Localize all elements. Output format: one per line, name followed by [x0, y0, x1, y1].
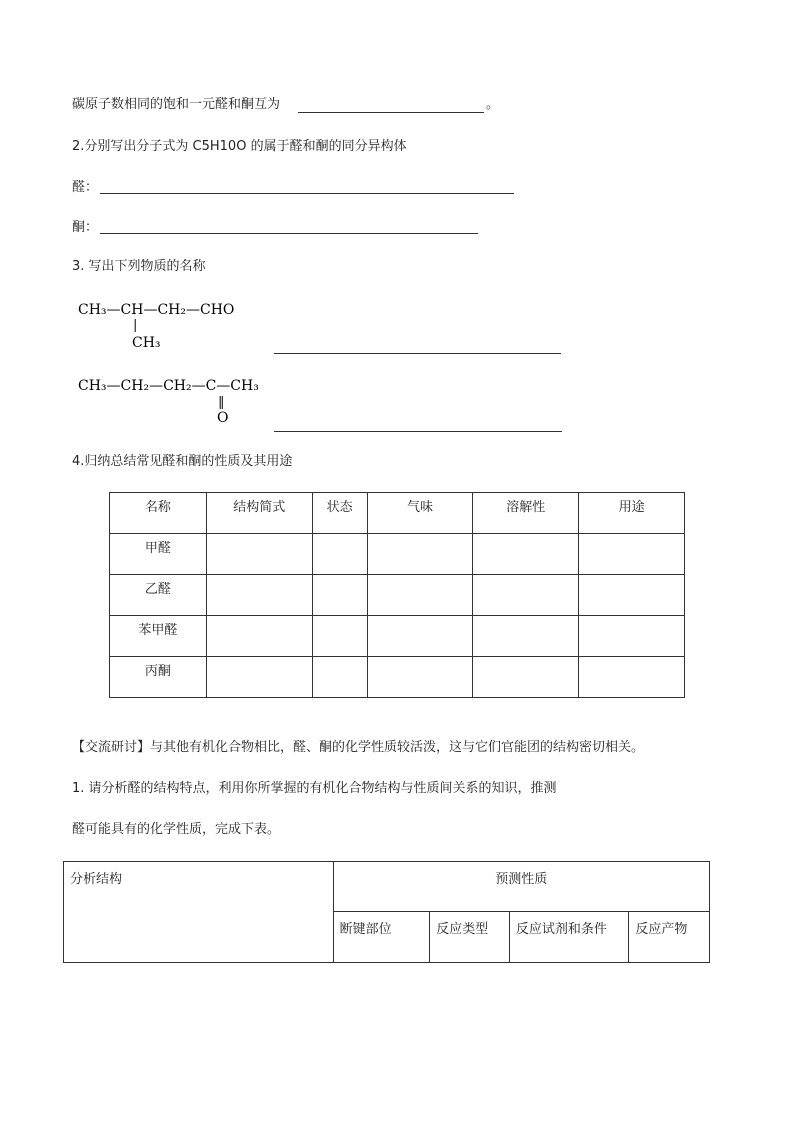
- answer-blank-isomer[interactable]: [298, 112, 484, 113]
- question-4: 4.归纳总结常见醛和酮的性质及其用途: [72, 454, 293, 469]
- row-label: 丙酮: [110, 657, 207, 698]
- question-3: 3. 写出下列物质的名称: [72, 259, 206, 274]
- row-label: 甲醛: [110, 534, 207, 575]
- table-row: [110, 657, 685, 698]
- header-solubility: 溶解性: [473, 493, 579, 534]
- structural-formula-2: [78, 374, 278, 426]
- aldehyde-label: 醛：: [72, 180, 99, 195]
- properties-table: [109, 492, 685, 698]
- header-name: 名称: [110, 493, 207, 534]
- answer-blank-name-2[interactable]: [274, 431, 562, 432]
- table-header-row: [110, 493, 685, 534]
- answer-blank-name-1[interactable]: [274, 353, 561, 354]
- formula-1-branch: CH₃: [132, 335, 161, 351]
- cell[interactable]: [312, 616, 367, 657]
- cell[interactable]: [367, 575, 473, 616]
- row-label: 苯甲醛: [110, 616, 207, 657]
- discussion-paragraph: [72, 740, 644, 756]
- formula-1-main: CH₃—CH—CH₂—CHO: [78, 302, 235, 318]
- cell[interactable]: [312, 575, 367, 616]
- formula-1-branch-bond: |: [133, 318, 138, 333]
- cell[interactable]: [312, 657, 367, 698]
- header-reaction-type: 反应类型: [430, 912, 510, 963]
- answer-blank-aldehyde[interactable]: [100, 193, 514, 194]
- prediction-table: [63, 861, 710, 963]
- formula-2-oxygen: O: [217, 410, 229, 426]
- discussion-q1-line1: 1. 请分析醛的结构特点，利用你所掌握的有机化合物结构与性质间关系的知识，推测: [72, 781, 557, 796]
- cell[interactable]: [579, 657, 685, 698]
- header-odor: 气味: [367, 493, 473, 534]
- header-reagents-conditions: 反应试剂和条件: [509, 912, 628, 963]
- ketone-label: 酮：: [72, 220, 99, 235]
- cell[interactable]: [367, 534, 473, 575]
- cell[interactable]: [579, 575, 685, 616]
- answer-blank-ketone[interactable]: [100, 233, 478, 234]
- cell[interactable]: [579, 534, 685, 575]
- header-state: 状态: [312, 493, 367, 534]
- cell[interactable]: [206, 616, 312, 657]
- formula-2-double-bond: ‖: [218, 395, 225, 410]
- table-row: [110, 534, 685, 575]
- header-analyze-structure: 分析结构: [64, 862, 334, 963]
- cell[interactable]: [473, 616, 579, 657]
- header-predicted-properties: 预测性质: [333, 862, 709, 912]
- discussion-title: 【交流研讨】: [72, 740, 151, 755]
- question-2: 2.分别写出分子式为 C5H10O 的属于醛和酮的同分异构体: [72, 139, 407, 154]
- cell[interactable]: [206, 534, 312, 575]
- cell[interactable]: [473, 657, 579, 698]
- header-structure: 结构简式: [206, 493, 312, 534]
- row-label: 乙醛: [110, 575, 207, 616]
- formula-2-main: CH₃—CH₂—CH₂—C—CH₃: [78, 378, 259, 394]
- cell[interactable]: [367, 657, 473, 698]
- sentence-period: 。: [486, 97, 500, 112]
- cell[interactable]: [206, 657, 312, 698]
- header-reaction-product: 反应产物: [629, 912, 710, 963]
- cell[interactable]: [367, 616, 473, 657]
- cell[interactable]: [312, 534, 367, 575]
- structural-formula-1: [78, 298, 278, 354]
- isomer-sentence: 碳原子数相同的饱和一元醛和酮互为: [72, 97, 281, 112]
- header-use: 用途: [579, 493, 685, 534]
- cell[interactable]: [206, 575, 312, 616]
- cell[interactable]: [473, 575, 579, 616]
- header-bond-break-site: 断键部位: [333, 912, 430, 963]
- cell[interactable]: [579, 616, 685, 657]
- table-row: [110, 575, 685, 616]
- table-row: [110, 616, 685, 657]
- discussion-q1-line2: 醛可能具有的化学性质，完成下表。: [72, 822, 281, 837]
- cell[interactable]: [473, 534, 579, 575]
- discussion-text: 与其他有机化合物相比，醛、酮的化学性质较活泼，这与它们官能团的结构密切相关。: [150, 740, 645, 755]
